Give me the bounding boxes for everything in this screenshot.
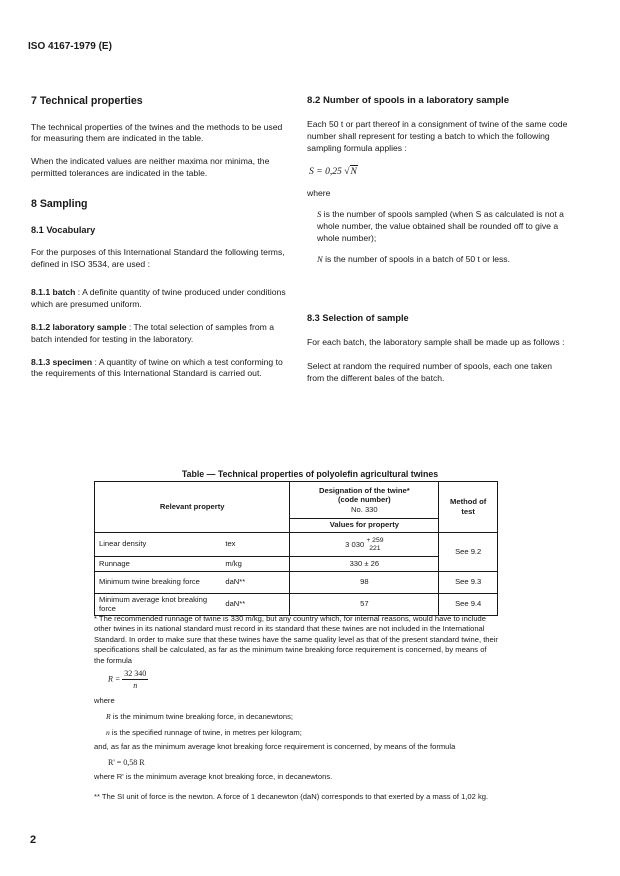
standard-header: ISO 4167-1979 (E) (28, 41, 112, 52)
def-r-text: is the minimum twine breaking force, in decanewtons; (110, 712, 293, 721)
row-3-property: Minimum twine breaking force (95, 572, 222, 594)
row-2-property: Runnage (95, 557, 222, 572)
section-8-3-para-2: Select at random the required number of spools, each one taken from the different bales of the batch. (307, 360, 553, 383)
footnote-1: * The recommended runnage of twine is 330 m/kg, but any country which, for internal reasons, would have to include other twines in its national standard must record in its standard that these twines are not included in the International Standard. In order to make sure that these twines have the same quality level as that of the present standard twine, their specifications shall be calculated, as far as the minimum twine breaking force requirement is concerned, by means of the formula (94, 614, 498, 665)
row-1-method: See 9.2 (439, 533, 498, 572)
formula-r-denominator: n (133, 681, 138, 691)
row-1-value (290, 533, 439, 557)
def-specimen-term: 8.1.3 specimen (31, 356, 93, 367)
sampling-formula: S = 0,25 √N (309, 165, 357, 177)
def-runnage-text: is the specified runnage of twine, in metres per kilogram; (109, 728, 302, 737)
def-r (106, 712, 510, 722)
section-7-para-2: When the indicated values are neither maxima nor minima, the permitted tolerances are indicated in the table. (31, 156, 270, 179)
table-header-property: Relevant property (95, 482, 290, 533)
section-8-1-heading: 8.1 Vocabulary (31, 224, 96, 235)
def-batch-term: 8.1.1 batch (31, 287, 76, 298)
formula-r-numerator: 32 340 (122, 668, 148, 680)
table-row (95, 594, 498, 616)
def-n (307, 254, 569, 266)
section-8-2-heading: 8.2 Number of spools in a laboratory sample (307, 95, 510, 106)
row-3-value: 98 (290, 572, 439, 594)
formula-r (108, 668, 308, 691)
row-2-unit: m/kg (221, 557, 290, 572)
section-7-para-1: The technical properties of the twines and the methods to be used for measuring them are indicated in the table. (31, 121, 283, 144)
row-4-property: Minimum average knot breaking force (95, 594, 222, 616)
table-header-designation (290, 482, 439, 519)
table-header-designation-line: Designation of the twine* (318, 486, 410, 496)
def-s-text: is the number of spools sampled (when S as calculated is not a whole number, the value obtained shall be rounded off to give a whole number); (317, 208, 564, 243)
formula-r-prime: R' = 0,58 R (108, 758, 145, 767)
def-s (307, 209, 569, 245)
table-header-number: No. 330 (351, 504, 378, 514)
def-specimen-text: : A quantity of twine on which a test conforming to the requirements of this International Standard is carried out. (31, 356, 283, 379)
def-runnage-symbol: n (106, 728, 110, 737)
row-3-unit: daN** (221, 572, 290, 594)
row-4-value: 57 (290, 594, 439, 616)
def-r-symbol: R (106, 712, 111, 721)
table-header-values: Values for property (290, 519, 439, 533)
sampling-formula-radicand: N (350, 165, 357, 177)
section-8-3-para-1: For each batch, the laboratory sample shall be made up as follows : (307, 337, 565, 348)
section-8-1-para: For the purposes of this International Standard the following terms, defined in ISO 3534, are used : (31, 247, 285, 270)
row-1-tol-minus: 221 (369, 544, 381, 552)
left-column (31, 94, 293, 380)
def-batch (31, 287, 293, 311)
notes-where: where (94, 696, 115, 705)
section-8-heading: 8 Sampling (31, 198, 88, 211)
def-specimen (31, 357, 293, 381)
def-runnage (106, 728, 510, 738)
formula-r-fraction (122, 668, 148, 691)
formula-r-lhs: R = (108, 674, 121, 684)
sampling-formula-lhs: S = 0,25 (309, 165, 342, 177)
section-8-3-heading: 8.3 Selection of sample (307, 313, 409, 324)
def-n-text: is the number of spools in a batch of 50 t or less. (322, 254, 510, 265)
def-laboratory-sample (31, 322, 293, 346)
table-row (95, 557, 498, 572)
row-3-method: See 9.3 (439, 572, 498, 594)
def-lab-sample-term: 8.1.2 laboratory sample (31, 321, 127, 332)
footnote-2: ** The SI unit of force is the newton. A force of 1 decanewton (daN) corresponds to that exerted by a mass of 1,02 kg. (94, 792, 489, 801)
row-1-property: Linear density (95, 533, 222, 557)
def-batch-text: : A definite quantity of twine produced under conditions which are presumed uniform. (31, 287, 286, 309)
table-row (95, 572, 498, 594)
row-1-tol-plus: + 259 (366, 536, 384, 544)
row-4-method: See 9.4 (439, 594, 498, 616)
row-2-value: 330 ± 26 (290, 557, 439, 572)
row-4-unit: daN** (221, 594, 290, 616)
section-8-2-para: Each 50 t or part thereof in a consignment of twine of the same code number shall represent for testing a batch to which the following sampling formula applies : (307, 119, 568, 153)
table-header-code: (code number) (337, 495, 391, 505)
properties-table (94, 481, 498, 616)
def-lab-sample-text: : The total selection of samples from a batch intended for testing in the laboratory. (31, 321, 274, 344)
page-number: 2 (30, 834, 37, 846)
row-1-unit: tex (221, 533, 290, 557)
table-header-method: Method of test (439, 482, 498, 533)
notes-where-r-prime: where R' is the minimum average knot breaking force, in decanewtons. (94, 772, 333, 781)
section-7-heading: 7 Technical properties (31, 95, 143, 107)
table-title: Table — Technical properties of polyolefin agricultural twines (181, 469, 439, 479)
notes-and-para: and, as far as the minimum average knot breaking force requirement is concerned, by means of the formula (94, 742, 456, 751)
def-s-symbol: S (317, 208, 322, 219)
table-row (95, 533, 498, 557)
row-1-value-number: 3 030 (345, 539, 365, 549)
def-n-symbol: N (317, 254, 323, 265)
right-column (307, 94, 569, 385)
row-1-tolerance (366, 537, 383, 553)
where-label: where (307, 188, 331, 199)
